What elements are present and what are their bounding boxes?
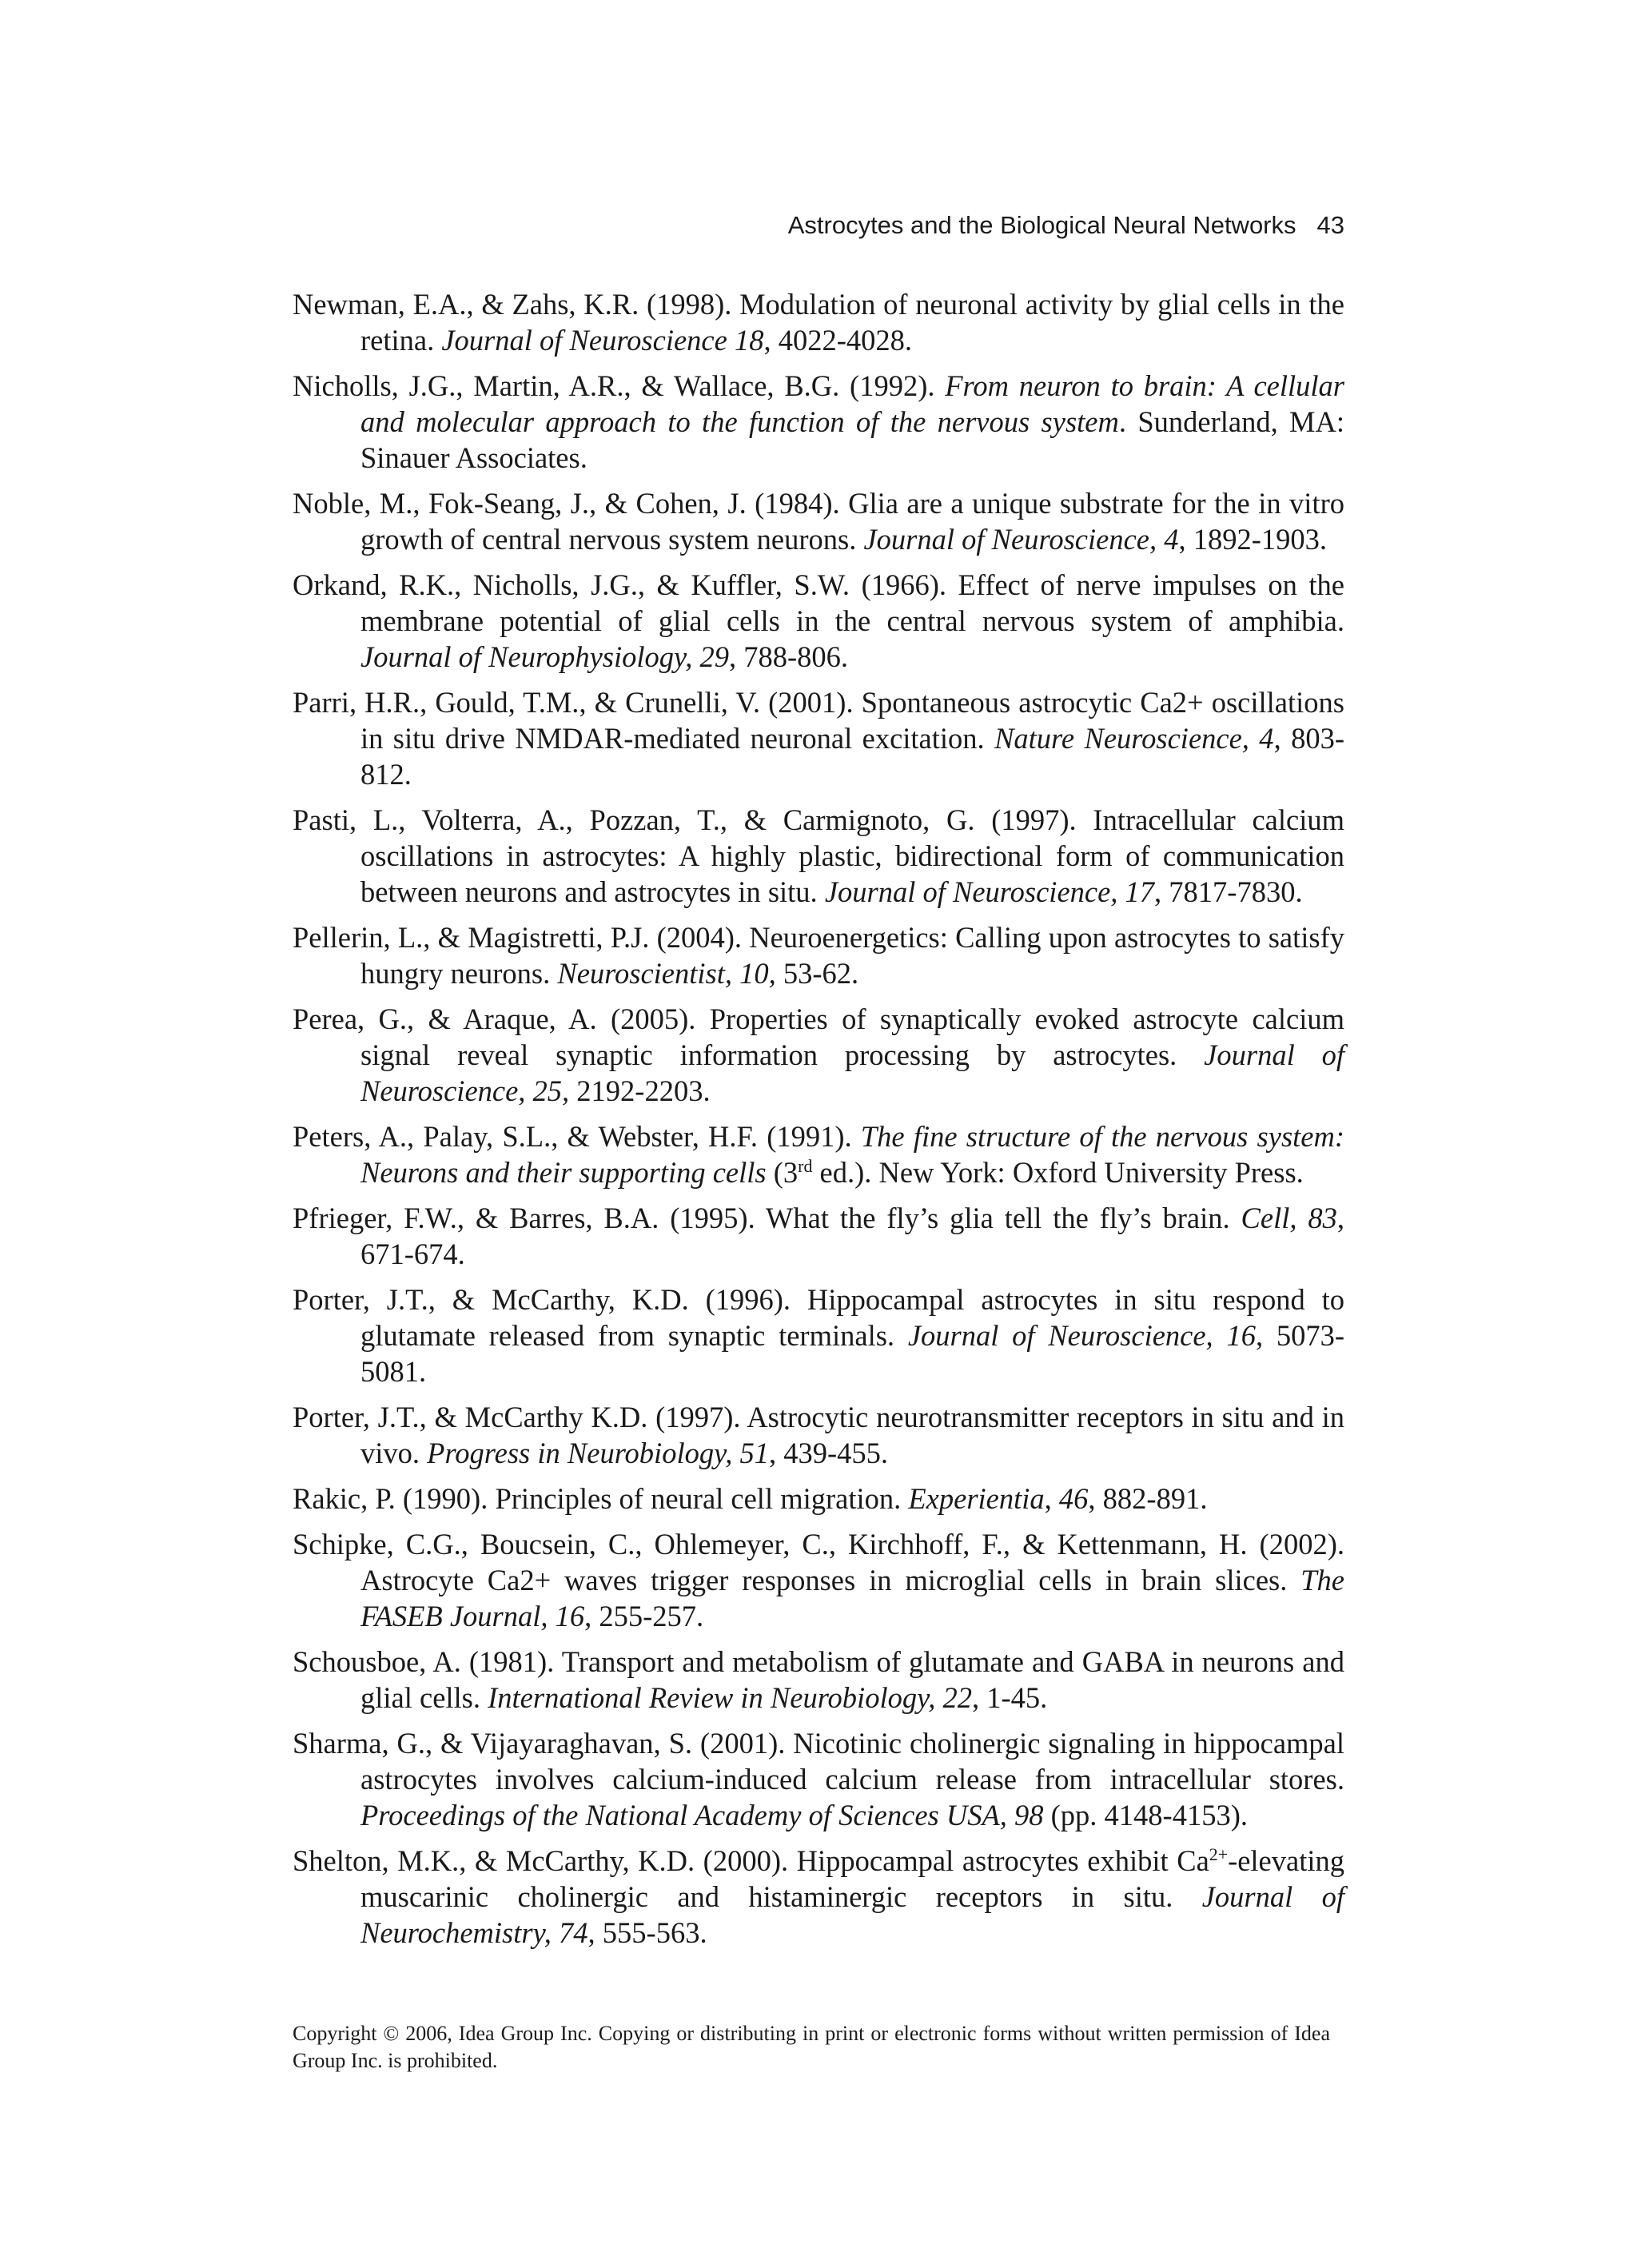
reference-citation-details: , 803-812.	[360, 722, 1344, 791]
reference-text: Parri, H.R., Gould, T.M., & Crunelli, V. (2001). Spontaneous astrocytic Ca2+ oscillations in situ drive NMDAR-mediated neuronal excitation.	[293, 686, 1344, 755]
reference-source-title: Journal of Neuroscience, 25,	[360, 1038, 1344, 1107]
reference-entry	[293, 1001, 1344, 1109]
reference-text: Rakic, P. (1990). Principles of neural cell migration.	[293, 1482, 909, 1515]
reference-text: Newman, E.A., & Zahs, K.R. (1998). Modulation of neuronal activity by glial cells in the retina.	[293, 288, 1344, 357]
reference-source-title: The FASEB Journal, 16	[360, 1564, 1344, 1632]
reference-entry	[293, 1644, 1344, 1716]
reference-entry	[293, 1118, 1344, 1190]
reference-entry	[293, 1481, 1344, 1517]
reference-citation-details: , 1892-1903.	[1178, 523, 1327, 556]
running-head	[788, 209, 1344, 241]
reference-citation-details: , 788-806.	[728, 640, 848, 673]
reference-volume: 46	[1058, 1482, 1089, 1515]
reference-superscript: rd	[798, 1155, 813, 1176]
reference-entry	[293, 802, 1344, 910]
reference-text: Nicholls, J.G., Martin, A.R., & Wallace, B.G. (1992).	[293, 369, 946, 402]
reference-citation-details: 2192-2203.	[569, 1074, 711, 1107]
reference-text: Perea, G., & Araque, A. (2005). Properties of synaptically evoked astrocyte calcium signal reveal synaptic information processing by astrocytes.	[293, 1002, 1344, 1071]
reference-source-title: Journal of Neurophysiology, 29	[360, 640, 729, 673]
reference-citation-details: , 671-674.	[360, 1202, 1344, 1270]
reference-source-title: From neuron to brain: A cellular and molecular approach to the function of the nervous system	[360, 369, 1344, 438]
reference-citation-details: , 255-257.	[584, 1600, 704, 1632]
reference-entry	[293, 684, 1344, 792]
reference-source-title: Progress in Neurobiology, 51	[427, 1437, 770, 1469]
reference-citation-details: 53-62.	[775, 957, 859, 990]
reference-citation-details: , 1-45.	[972, 1681, 1048, 1714]
reference-source-title: Journal of Neuroscience, 4	[863, 523, 1179, 556]
reference-text: Noble, M., Fok-Seang, J., & Cohen, J. (1984). Glia are a unique substrate for the in vitro growth of central nervous system neurons.	[293, 487, 1344, 556]
reference-text: Pellerin, L., & Magistretti, P.J. (2004). Neuroenergetics: Calling upon astrocytes to satisfy hungry neurons.	[293, 921, 1344, 990]
reference-source-title: Journal of Neurochemistry, 74,	[360, 1880, 1344, 1949]
reference-text: Shelton, M.K., & McCarthy, K.D. (2000). Hippocampal astrocytes exhibit Ca	[293, 1844, 1209, 1877]
reference-source-title: Journal of Neuroscience, 16	[907, 1319, 1256, 1352]
reference-source-title: Proceedings of the National Academy of Sciences USA, 98	[360, 1799, 1044, 1832]
reference-text: Peters, A., Palay, S.L., & Webster, H.F. (1991).	[293, 1120, 861, 1153]
reference-citation-details: (pp. 4148-4153).	[1043, 1799, 1248, 1832]
reference-entry	[293, 567, 1344, 675]
running-title: Astrocytes and the Biological Neural Networks	[787, 211, 1296, 239]
reference-source-title: Nature Neuroscience, 4	[994, 722, 1274, 755]
reference-text: -elevating muscarinic cholinergic and histaminergic receptors in situ.	[360, 1844, 1344, 1913]
reference-citation-details: (3	[766, 1156, 799, 1189]
copyright-notice: Copyright © 2006, Idea Group Inc. Copying or distributing in print or electronic forms without written permission of Idea Group Inc. is prohibited.	[293, 2022, 1330, 2072]
reference-text: Pfrieger, F.W., & Barres, B.A. (1995). What the fly’s glia tell the fly’s brain.	[293, 1202, 1241, 1234]
reference-citation-details: ed.). New York: Oxford University Press.	[812, 1156, 1304, 1189]
reference-entry	[293, 1399, 1344, 1471]
reference-text: Porter, J.T., & McCarthy, K.D. (1996). Hippocampal astrocytes in situ respond to glutamate released from synaptic terminals.	[293, 1283, 1344, 1352]
reference-text: Schousboe, A. (1981). Transport and metabolism of glutamate and GABA in neurons and glial cells.	[293, 1645, 1344, 1714]
reference-entry	[293, 368, 1344, 476]
reference-source-title: The fine structure of the nervous system: Neurons and their supporting cells	[360, 1120, 1345, 1189]
reference-citation-details: 555-563.	[595, 1916, 707, 1949]
reference-source-title: Journal of Neuroscience, 17	[824, 875, 1155, 908]
reference-entry	[293, 1281, 1344, 1389]
reference-citation-details: , 882-891.	[1088, 1482, 1208, 1515]
reference-source-title: Experientia	[908, 1482, 1045, 1515]
reference-text: Sharma, G., & Vijayaraghavan, S. (2001). Nicotinic cholinergic signaling in hippocampal astrocytes involves calcium-induced calcium release from intracellular stores.	[293, 1727, 1344, 1796]
reference-source-title: Cell, 83	[1241, 1202, 1337, 1234]
reference-entry	[293, 1843, 1344, 1951]
reference-citation-details: , 4022-4028.	[763, 324, 912, 357]
reference-entry	[293, 1200, 1344, 1272]
reference-citation-details: , 7817-7830.	[1154, 875, 1303, 908]
reference-text: Orkand, R.K., Nicholls, J.G., & Kuffler, S.W. (1966). Effect of nerve impulses on the membrane potential of glial cells in the central nervous system of amphibia.	[293, 568, 1344, 637]
reference-entry	[293, 485, 1344, 557]
reference-entry	[293, 1725, 1344, 1833]
reference-entry	[293, 919, 1344, 991]
reference-text: Pasti, L., Volterra, A., Pozzan, T., & Carmignoto, G. (1997). Intracellular calcium oscillations in astrocytes: A highly plastic, bidirectional form of communication between neurons and astrocytes in situ.	[293, 803, 1344, 908]
reference-text: Schipke, C.G., Boucsein, C., Ohlemeyer, C., Kirchhoff, F., & Kettenmann, H. (2002). Astrocyte Ca2+ waves trigger responses in microglial cells in brain slices.	[293, 1528, 1344, 1596]
reference-entry	[293, 286, 1344, 358]
reference-text: Porter, J.T., & McCarthy K.D. (1997). Astrocytic neurotransmitter receptors in situ and in vivo.	[293, 1401, 1344, 1469]
reference-citation-details: . Sunderland, MA: Sinauer Associates.	[360, 405, 1344, 474]
reference-citation-details: ,	[1044, 1482, 1059, 1515]
reference-citation-details: , 439-455.	[769, 1437, 889, 1469]
reference-entry	[293, 1526, 1344, 1634]
reference-superscript: 2+	[1209, 1843, 1229, 1864]
reference-source-title: International Review in Neurobiology, 22	[488, 1681, 973, 1714]
reference-list	[293, 286, 1344, 1960]
reference-citation-details: , 5073-5081.	[360, 1319, 1344, 1388]
reference-source-title: Neuroscientist, 10,	[557, 957, 776, 990]
reference-source-title: Journal of Neuroscience 18	[441, 324, 764, 357]
page-number: 43	[1316, 211, 1344, 239]
